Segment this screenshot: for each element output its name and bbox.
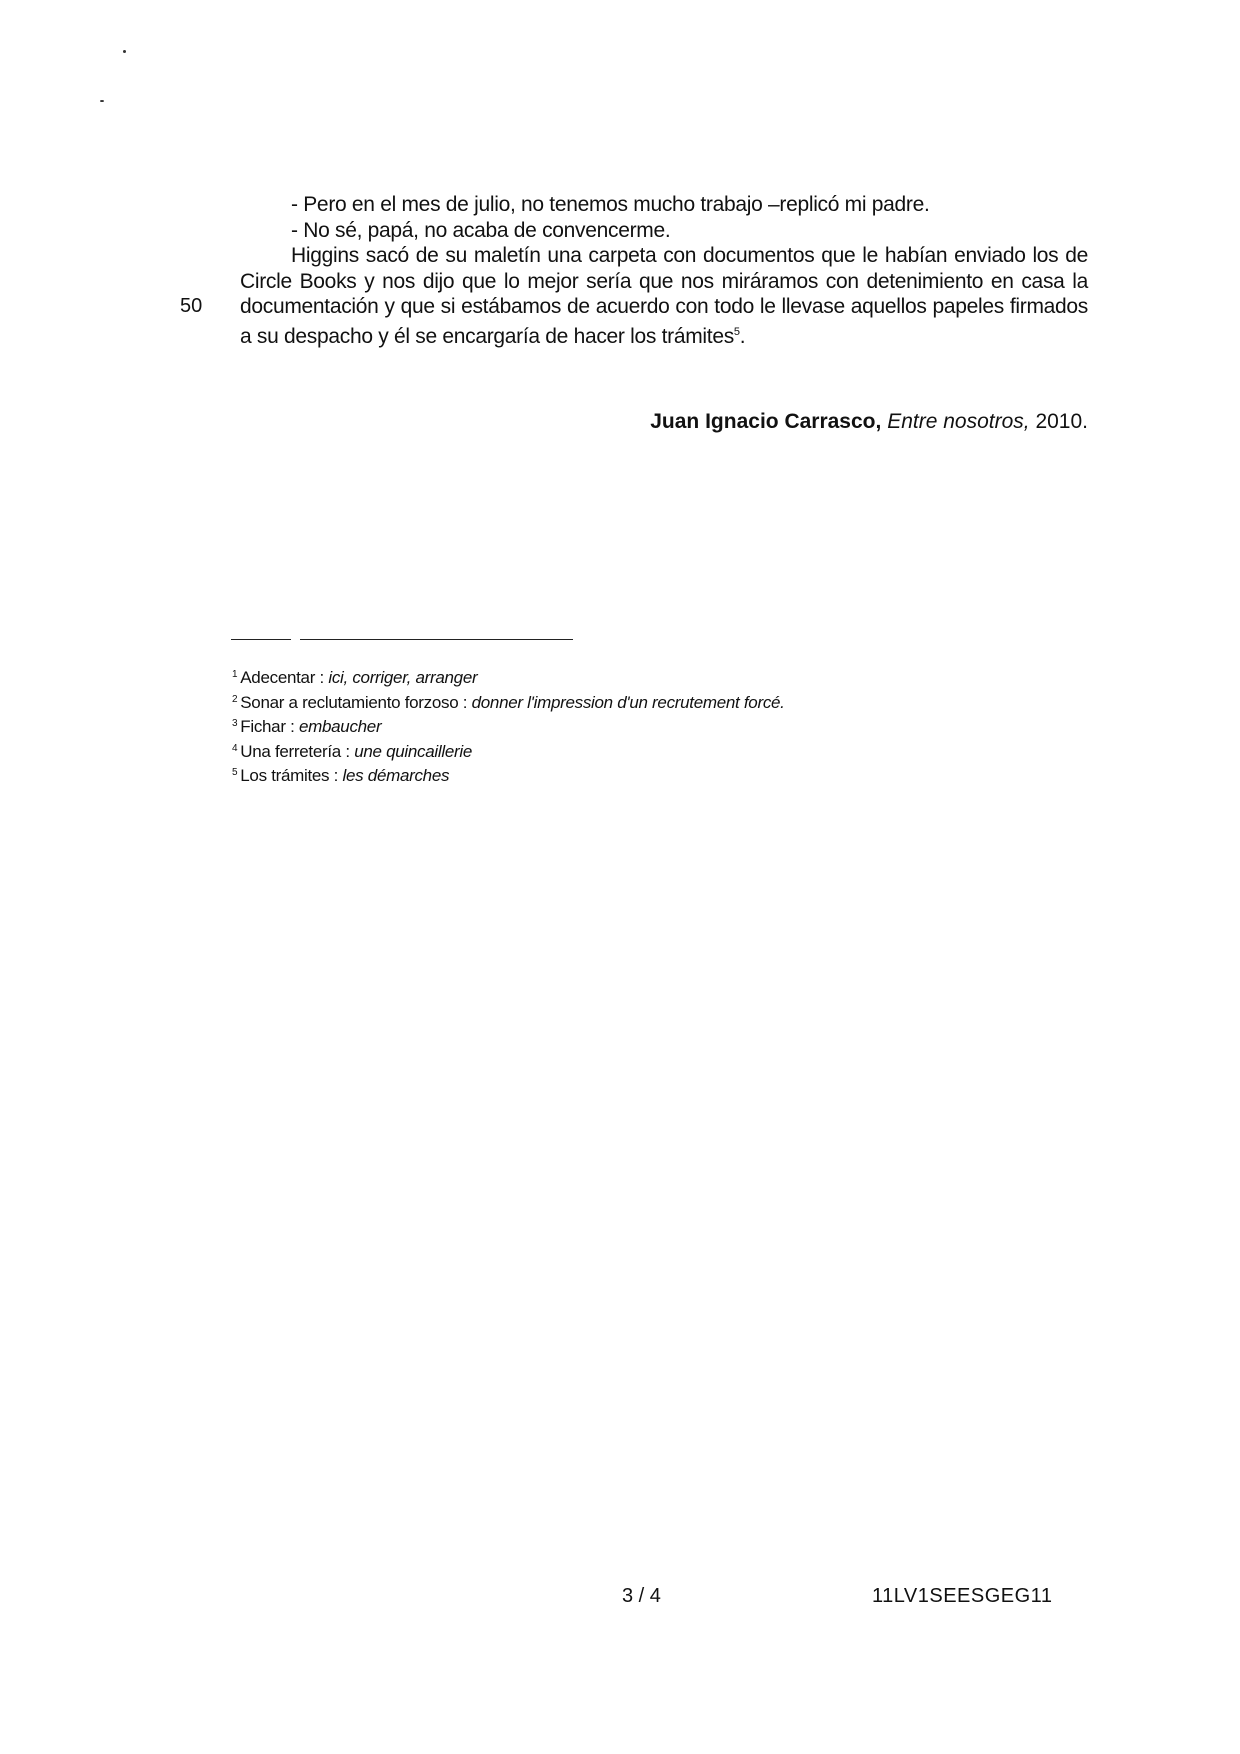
- footnote-number: 1: [232, 669, 238, 680]
- footnote-gloss: donner l'impression d'un recrutement forcé.: [471, 692, 785, 712]
- footnote-gloss: une quincaillerie: [354, 741, 472, 761]
- footnote-term: Fichar :: [240, 717, 299, 736]
- paragraph-end: .: [739, 324, 746, 348]
- dialogue-line: - No sé, papá, no acaba de convencerme.: [291, 218, 671, 242]
- citation: [650, 410, 1088, 434]
- citation-title: Entre nosotros,: [887, 410, 1030, 433]
- footnote-gloss: embaucher: [298, 717, 382, 736]
- footnote-number: 4: [232, 742, 238, 754]
- footnote: [232, 762, 785, 787]
- citation-author: Juan Ignacio Carrasco,: [650, 410, 882, 433]
- footnote-term: Adecentar :: [240, 668, 329, 687]
- footnote: [232, 689, 785, 714]
- paragraph: [240, 243, 1088, 349]
- scan-speck: [123, 50, 126, 53]
- footnote-ref: 5: [733, 325, 740, 338]
- footnotes: [232, 664, 785, 787]
- footnote-gloss: les démarches: [342, 766, 450, 785]
- footnote: [232, 713, 785, 738]
- scan-speck: [100, 100, 104, 102]
- footnote-number: 2: [232, 693, 238, 705]
- footnote-term: Sonar a reclutamiento forzoso :: [240, 692, 472, 712]
- dialogue-line: - Pero en el mes de julio, no tenemos mucho trabajo –replicó mi padre.: [291, 193, 930, 216]
- citation-year: 2010.: [1035, 410, 1088, 433]
- footnote-gloss: ici, corriger, arranger: [328, 668, 478, 687]
- main-text: [240, 192, 1088, 350]
- footnote: [232, 738, 785, 763]
- footnote-number: 5: [232, 767, 238, 778]
- footnote-rule: [300, 639, 573, 640]
- document-code: 11LV1SEESGEG11: [872, 1585, 1053, 1607]
- line-number: 50: [180, 295, 203, 317]
- footnote-term: Los trámites :: [240, 766, 343, 785]
- paragraph-text: Higgins sacó de su maletín una carpeta con documentos que le habían enviado los de Circle Books y nos dijo que lo mejor sería que nos miráramos con detenimiento en casa la documentación y que si estábamos de acuerdo con todo le llevase aquellos papeles firmados a su despacho y él se encargaría de hacer los trámites: [240, 244, 1088, 348]
- footnote-rule: [231, 639, 291, 640]
- page-number: 3 / 4: [622, 1585, 661, 1607]
- footnote: [232, 664, 785, 689]
- footnote-number: 3: [232, 718, 238, 729]
- footnote-term: Una ferretería :: [240, 741, 355, 761]
